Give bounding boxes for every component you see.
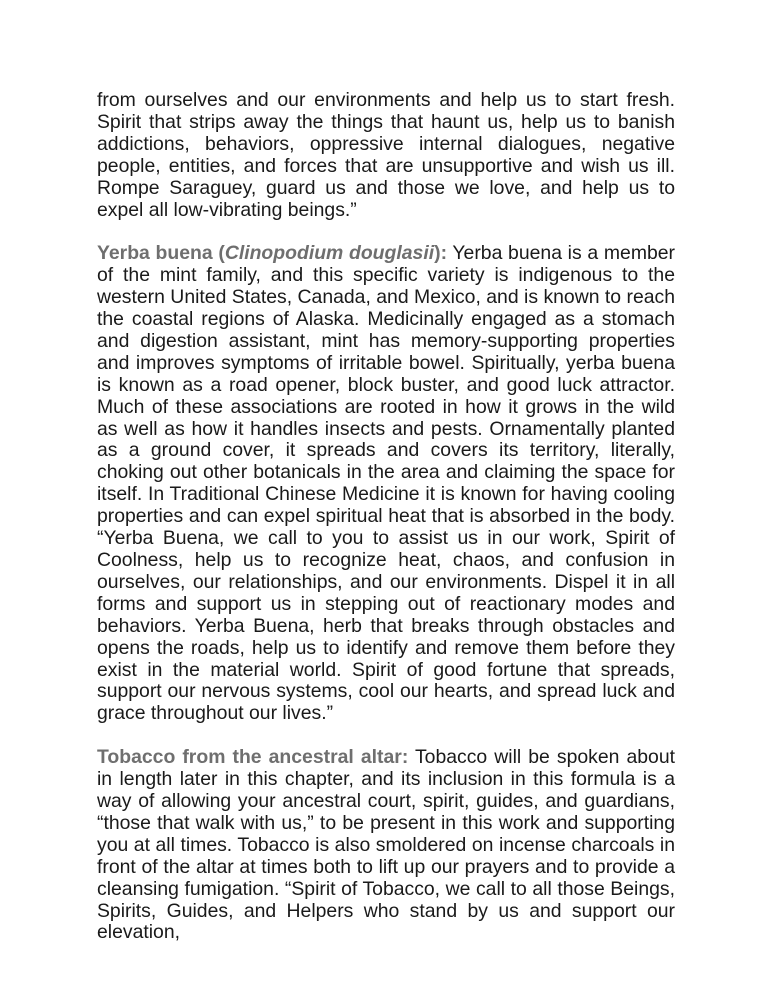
paragraph-rompe-saraguey-continued — [97, 90, 675, 221]
term-name: Yerba buena — [97, 242, 213, 265]
paragraph-text: Yerba buena is a member of the mint family, and this specific variety is indigenous to the western United States, Canada, and Mexico, and is known to reach the coastal regions of Alaska. Medicinally engaged as a stomach and digestion assistant, mint has memory-supporting properties and improves symptoms of irritable bowel. Spiritually, yerba buena is known as a road opener, block buster, and good luck attractor. Much of these associations are rooted in how it grows in the wild as well as how it handles insects and pests. Ornamentally planted as a ground cover, it spreads and covers its territory, literally, choking out other botanicals in the area and claiming the space for itself. In Traditional Chinese Medicine it is known for having cooling properties and can expel spiritual heat that is absorbed in the body. “Yerba Buena, we call to you to assist us in our work, Spirit of Coolness, help us to recognize heat, chaos, and confusion in ourselves, our relationships, and our environments. Dispel it in all forms and support us in stepping out of reactionary modes and behaviors. Yerba Buena, herb that breaks through obstacles and opens the roads, help us to identify and remove them before they exist in the material world. Spirit of good fortune that spreads, support our nervous systems, cool our hearts, and spread luck and grace throughout our lives.” — [97, 242, 675, 725]
paragraph-text: from ourselves and our environments and help us to start fresh. Spirit that strips away the things that haunt us, help us to banish addictions, behaviors, oppressive internal dialogues, negative people, entities, and forces that are unsupportive and wish us ill. Rompe Saraguey, guard us and those we love, and help us to expel all low-vibrating beings.” — [97, 89, 675, 221]
paragraph-tobacco — [97, 747, 675, 944]
term-heading-yerba-buena — [97, 242, 447, 264]
term-close-paren: ): — [434, 242, 448, 265]
term-latin-name: Clinopodium douglasii — [224, 242, 435, 265]
term-open-paren: ( — [212, 242, 225, 265]
term-heading-tobacco: Tobacco from the ancestral altar: — [97, 746, 409, 769]
paragraph-text: Tobacco will be spoken about in length later in this chapter, and its inclusion in this formula is a way of allowing your ancestral court, spirit, guides, and guardians, “those that walk with us,” to be present in this work and supporting you at all times. Tobacco is also smoldered on incense charcoals in front of the altar at times both to lift up our prayers and to provide a cleansing fumigation. “Spirit of Tobacco, we call to all those Beings, Spirits, Guides, and Helpers who stand by us and support our elevation, — [97, 746, 675, 944]
document-page — [97, 90, 675, 966]
paragraph-yerba-buena — [97, 243, 675, 725]
